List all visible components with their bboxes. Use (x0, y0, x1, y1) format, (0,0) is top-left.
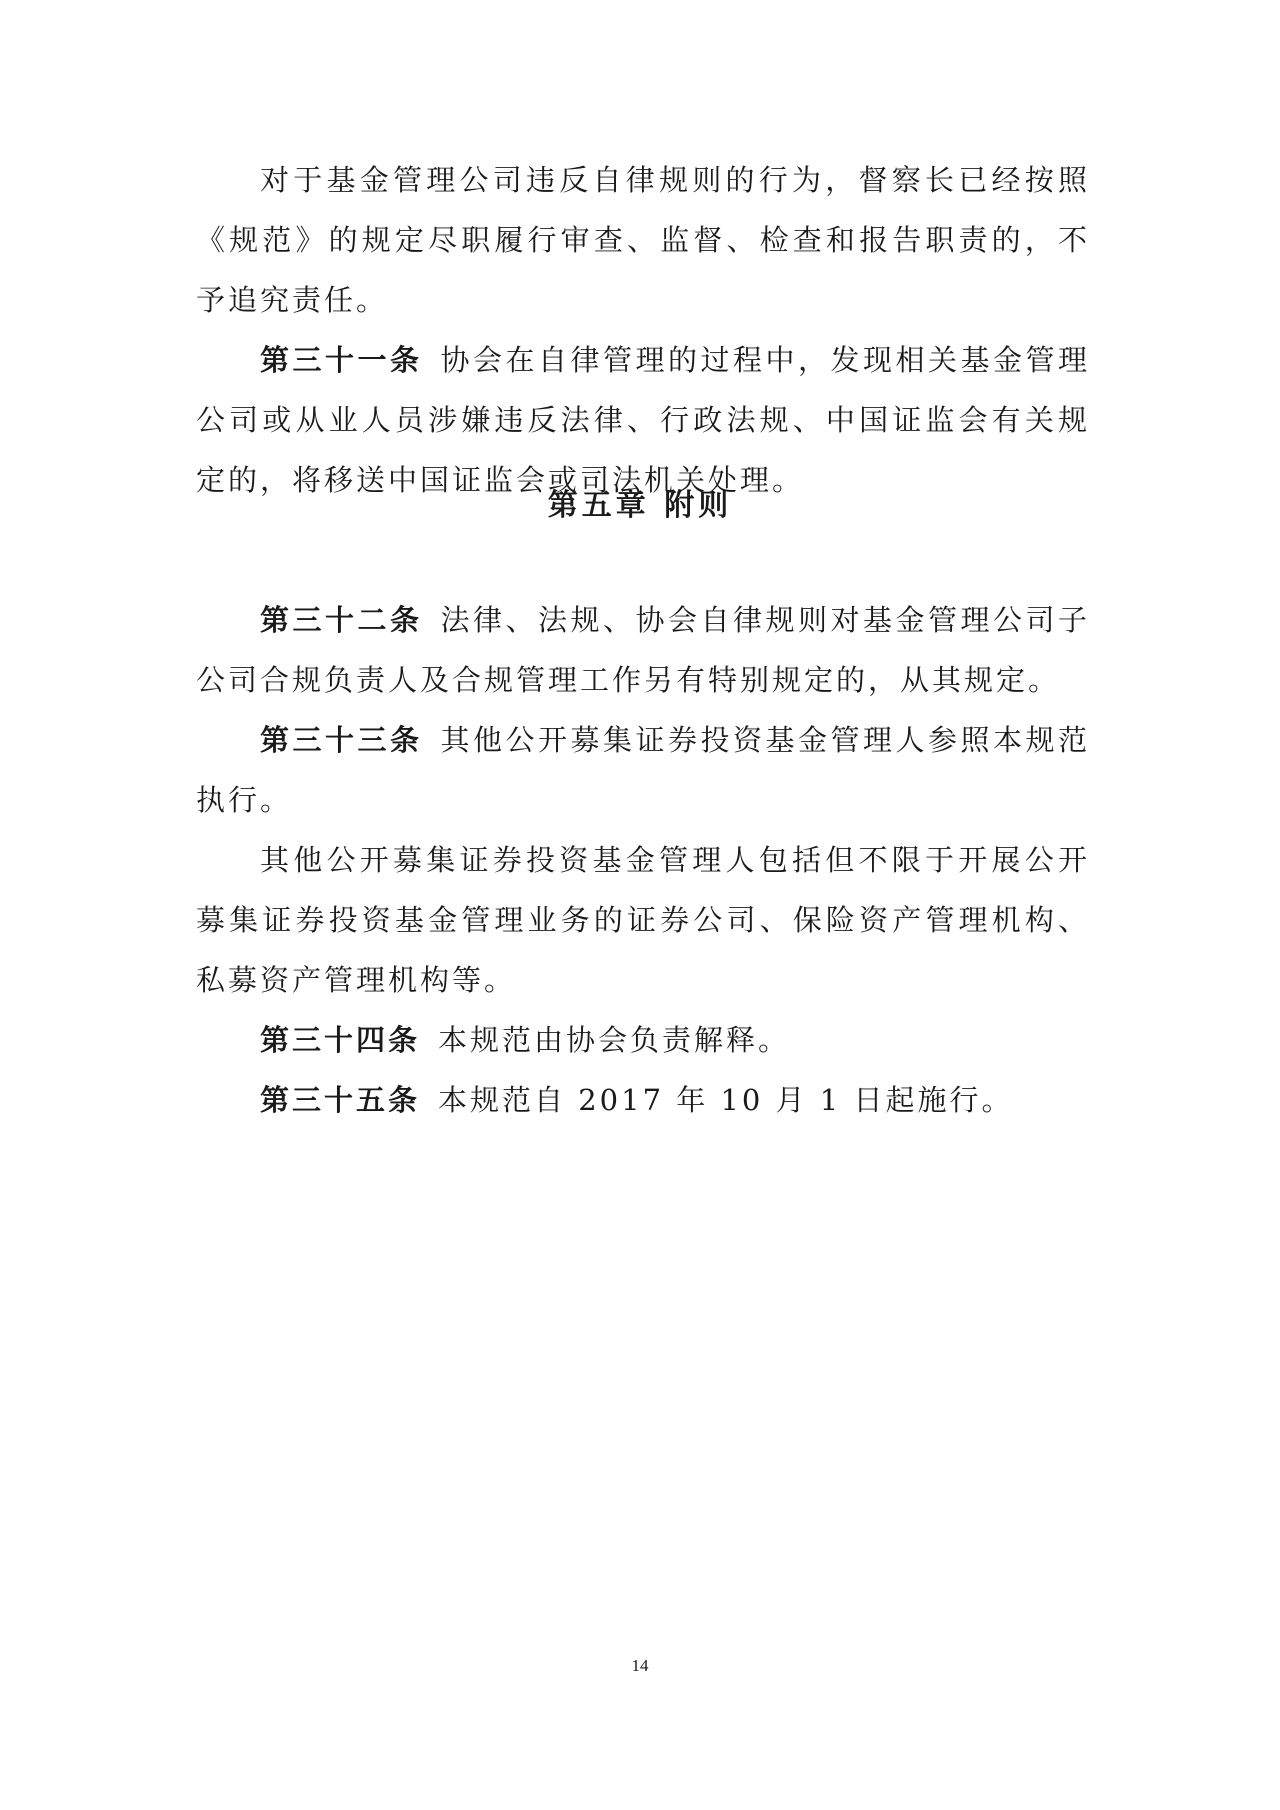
article-text: 法律、法规、协会自律规则对基金管理公司子公司合规负责人及合规管理工作另有特别规定的，从其规定。 (196, 603, 1090, 697)
section-body-bottom (196, 590, 1090, 1130)
article-number: 第三十三条 (260, 723, 423, 757)
article-number: 第三十五条 (260, 1083, 421, 1117)
article-number: 第三十一条 (260, 343, 423, 377)
section-body-top (196, 150, 1090, 510)
paragraph-text: 对于基金管理公司违反自律规则的行为，督察长已经按照《规范》的规定尽职履行审查、监督、检查和报告职责的，不予追究责任。 (196, 163, 1090, 317)
article-32 (196, 590, 1090, 710)
paragraph-other-managers (196, 830, 1090, 1010)
article-number: 第三十二条 (260, 603, 423, 637)
article-text: 本规范自 2017 年 10 月 1 日起施行。 (438, 1083, 1014, 1117)
article-34 (196, 1010, 1090, 1070)
article-35 (196, 1070, 1090, 1130)
chapter-title: 第五章 附则 (547, 488, 733, 523)
article-text: 其他公开募集证券投资基金管理人参照本规范执行。 (196, 723, 1090, 817)
article-text: 协会在自律管理的过程中，发现相关基金管理公司或从业人员涉嫌违反法律、行政法规、中国证监会有关规定的，将移送中国证监会或司法机关处理。 (196, 343, 1090, 497)
article-33 (196, 710, 1090, 830)
paragraph-text: 其他公开募集证券投资基金管理人包括但不限于开展公开募集证券投资基金管理业务的证券公司、保险资产管理机构、私募资产管理机构等。 (196, 843, 1090, 997)
page-number: 14 (631, 1656, 649, 1675)
article-number: 第三十四条 (260, 1023, 421, 1057)
article-text: 本规范由协会负责解释。 (438, 1023, 791, 1057)
paragraph-supervisor-liability (196, 150, 1090, 330)
